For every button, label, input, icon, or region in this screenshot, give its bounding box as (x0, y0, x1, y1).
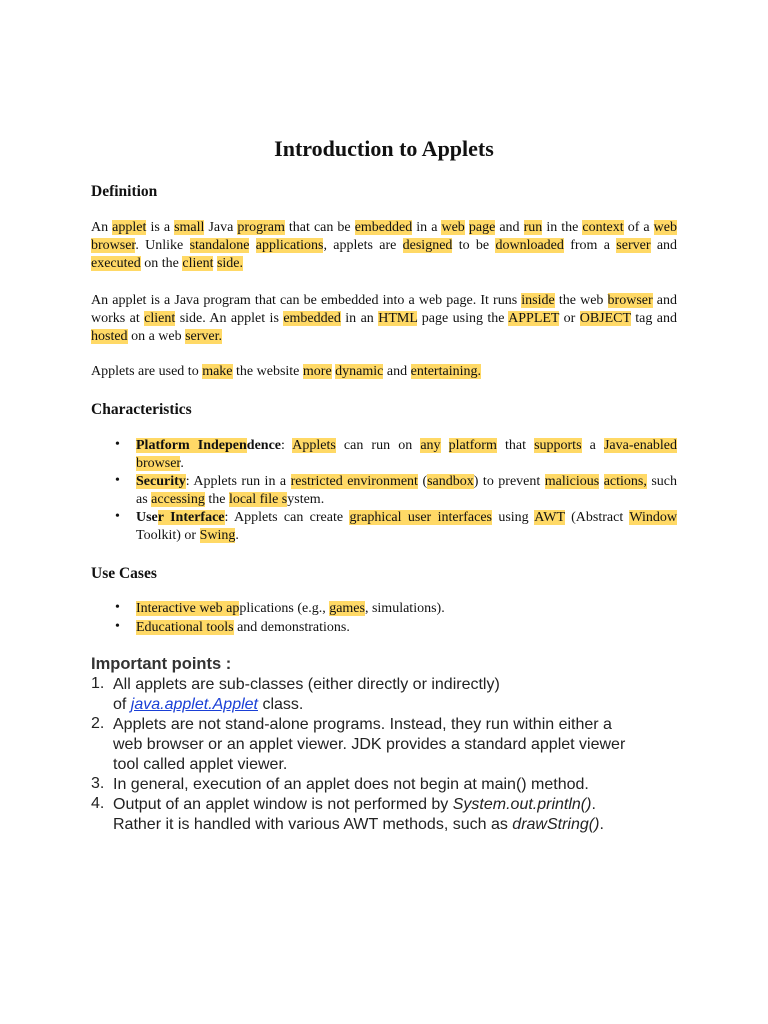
list-item: All applets are sub-classes (either directly or indirectly) of java.applet.Applet class. (113, 676, 500, 713)
list-number: 1. (91, 675, 105, 692)
list-item: Educational tools and demonstrations. (136, 620, 350, 635)
definition-paragraph-2: An applet is a Java program that can be embedded into a web page. It runs inside the web browser and works at client side. An applet is embedded in an HTML page using the APPLET or OBJECT tag and hosted on a web server. (91, 293, 677, 345)
definition-paragraph-1: An applet is a small Java program that can be embedded in a web page and run in the context of a web browser. Unlike standalone applications, applets are designed to be downloaded from a server and executed on the client side. (91, 220, 678, 272)
bullet-icon: • (115, 473, 120, 488)
list-number: 2. (91, 715, 105, 732)
list-item: Security: Applets run in a restricted environment (sandbox) to prevent malicious actions, such as accessing the local file system. (136, 474, 677, 507)
list-number: 4. (91, 795, 105, 812)
list-item: In general, execution of an applet does not begin at main() method. (113, 776, 589, 793)
page-title: Introduction to Applets (274, 136, 494, 161)
bullet-icon: • (115, 600, 120, 615)
characteristics-heading: Characteristics (91, 401, 192, 418)
list-item: Applets are not stand-alone programs. Instead, they run within either a web browser or an applet viewer. JDK provides a standard applet viewer tool called applet viewer. (113, 716, 626, 773)
bullet-icon: • (115, 619, 120, 634)
list-item: Output of an applet window is not performed by System.out.println(). Rather it is handled with various AWT methods, such as drawString(). (113, 796, 604, 833)
list-item: Platform Independence: Applets can run on any platform that supports a Java-enabled browser. (136, 438, 678, 471)
list-item: Interactive web applications (e.g., games, simulations). (136, 601, 445, 616)
use-cases-heading: Use Cases (91, 565, 157, 582)
important-points-heading: Important points : (91, 655, 232, 673)
definition-heading: Definition (91, 183, 158, 200)
list-item: User Interface: Applets can create graphical user interfaces using AWT (Abstract Window Toolkit) or Swing. (136, 510, 677, 543)
bullet-icon: • (115, 437, 120, 452)
list-number: 3. (91, 775, 105, 792)
bullet-icon: • (115, 509, 120, 524)
java-applet-link[interactable]: java.applet.Applet (130, 696, 258, 713)
definition-paragraph-3: Applets are used to make the website more dynamic and entertaining. (91, 364, 481, 379)
